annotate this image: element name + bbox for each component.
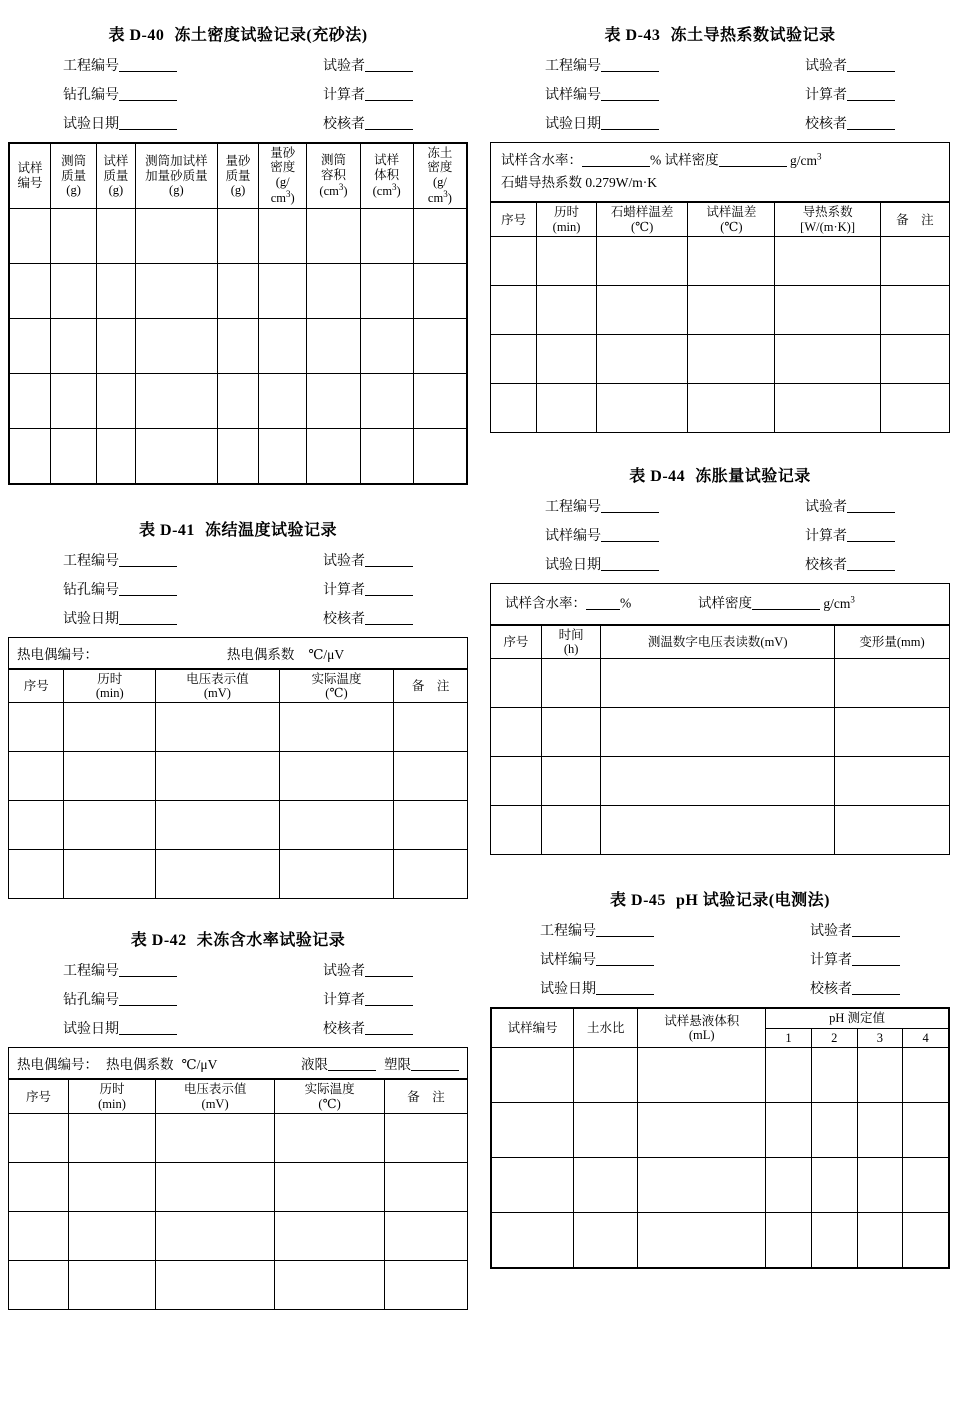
blank-line[interactable] (847, 86, 895, 101)
meta-field-calculator: 计算者 (805, 84, 895, 104)
meta-field-calculator: 计算者 (810, 949, 900, 969)
table-row[interactable] (492, 1158, 949, 1213)
col-suspension-volume: 试样悬液体积 (mL) (638, 1009, 766, 1048)
table-title-d43 (490, 22, 950, 45)
note-paraffin-conductivity: 石蜡导热系数 0.279W/m·K (501, 175, 657, 191)
thermocouple-coef-label: 热电偶系数 (106, 1057, 174, 1073)
table-row[interactable] (9, 801, 467, 850)
thermocouple-no-label: 热电偶编号： (17, 1057, 98, 1073)
meta-field-checker: 校核者 (805, 554, 895, 574)
table-row[interactable] (491, 335, 949, 384)
col-sample-volume: 试样 体积 $(cm^3)$ (360, 144, 413, 209)
col-cyl-sample-sand-mass: 测筒加试样 加量砂质量 (g) (135, 144, 217, 209)
table-code-d45: 表 D-45 (610, 892, 666, 910)
note-band-d44: 试样含水率： % 试样密度 $g/cm^3$ (491, 584, 949, 624)
blank-line[interactable] (601, 527, 659, 542)
table-code-d40: 表 D-40 (108, 27, 165, 44)
blank-line[interactable] (365, 57, 413, 72)
table-header-row (9, 669, 467, 703)
thermocouple-coef-unit: ℃/μV (181, 1057, 218, 1073)
table-header-row (491, 625, 949, 659)
meta-field-calculator: 计算者 (323, 84, 413, 104)
meta-row (63, 989, 413, 1009)
blank-line[interactable] (365, 581, 413, 596)
thermocouple-coef-label: 热电偶系数 (226, 646, 295, 662)
col-remark: 备 注 (880, 203, 949, 237)
table-title-d45 (490, 887, 950, 910)
meta-row (63, 550, 413, 570)
col-seq-no: 序号 (491, 625, 541, 659)
meta-field-project-no: 工程编号 (63, 550, 177, 570)
col-seq-no: 序号 (9, 669, 64, 703)
meta-field-tester: 试验者 (323, 55, 413, 75)
table-code-d41: 表 D-41 (139, 521, 195, 539)
blank-line[interactable] (847, 498, 895, 513)
liquid-limit-label: 液限 (301, 1053, 376, 1073)
col-cylinder-mass: 测筒 质量 (g) (51, 144, 97, 209)
table-code-d43: 表 D-43 (604, 27, 661, 44)
table-name-d42: 未冻含水率试验记录 (196, 932, 346, 950)
meta-field-checker: 校核者 (323, 113, 413, 133)
right-column (490, 0, 950, 1269)
table-header-row (9, 1080, 467, 1114)
col-thermal-conductivity: 导热系数 [W/(m·K)] (775, 203, 880, 237)
table-row[interactable] (492, 1048, 949, 1103)
spacer (8, 899, 468, 925)
table-row[interactable] (9, 703, 467, 752)
plastic-limit-label: 塑限 (384, 1053, 459, 1073)
blank-line[interactable] (582, 153, 650, 167)
meta-field-project-no: 工程编号 (540, 920, 654, 940)
meta-field-test-date: 试验日期 (63, 608, 177, 628)
meta-field-tester: 试验者 (323, 960, 413, 980)
table-name-d44: 冻胀量试验记录 (695, 468, 811, 486)
col-deformation: 变形量(mm) (834, 625, 949, 659)
blank-line[interactable] (119, 552, 177, 567)
thermocouple-band-d41 (9, 638, 467, 669)
meta-field-borehole-no: 钻孔编号 (63, 989, 177, 1009)
blank-line[interactable] (596, 951, 654, 966)
col-sample-no: 试样 编号 (10, 144, 51, 209)
blank-line[interactable] (601, 556, 659, 571)
col-remark: 备 注 (385, 1080, 467, 1114)
meta-row (540, 978, 900, 998)
meta-field-project-no: 工程编号 (545, 496, 659, 516)
table-row[interactable] (10, 208, 467, 263)
meta-field-test-date: 试验日期 (540, 978, 654, 998)
blank-line[interactable] (596, 922, 654, 937)
table-row[interactable] (10, 428, 467, 483)
table-name-d43: 冻土导热系数试验记录 (670, 27, 836, 44)
table-code-d44: 表 D-44 (629, 468, 686, 486)
blank-line[interactable] (365, 552, 413, 567)
blank-line[interactable] (365, 610, 413, 625)
col-actual-temp: 实际温度 (℃) (279, 669, 394, 703)
col-sand-mass: 量砂 质量 (g) (217, 144, 258, 209)
blank-line[interactable] (852, 980, 900, 995)
blank-line[interactable] (119, 57, 177, 72)
col-sample-temp-diff: 试样温差 (℃) (688, 203, 775, 237)
table-row[interactable] (491, 384, 949, 433)
col-duration: 历时 (min) (537, 203, 597, 237)
meta-row (545, 84, 895, 104)
table-title-d44 (490, 463, 950, 486)
table-name-d40: 冻土密度试验记录(充砂法) (174, 27, 368, 44)
table-row[interactable] (9, 1163, 467, 1212)
table-row[interactable] (492, 1213, 949, 1268)
meta-field-borehole-no: 钻孔编号 (63, 579, 177, 599)
blank-line[interactable] (847, 527, 895, 542)
blank-line[interactable] (119, 962, 177, 977)
meta-block-d40 (63, 55, 413, 133)
table-row[interactable] (10, 263, 467, 318)
col-time: 时间 (h) (541, 625, 601, 659)
meta-field-calculator: 计算者 (805, 525, 895, 545)
spacer (490, 855, 950, 881)
blank-line[interactable] (847, 556, 895, 571)
table-block-d42 (8, 927, 468, 1310)
table-block-d41 (8, 517, 468, 900)
col-cylinder-volume: 测筒 容积 $(cm^3)$ (307, 144, 360, 209)
col-sample-mass: 试样 质量 (g) (97, 144, 136, 209)
blank-line[interactable] (365, 991, 413, 1006)
table-name-d45: pH 试验记录(电测法) (675, 892, 830, 910)
col-ph-2: 2 (811, 1028, 857, 1047)
col-actual-temp: 实际温度 (℃) (275, 1080, 385, 1114)
table-row[interactable] (9, 752, 467, 801)
table-block-d45 (490, 887, 950, 1269)
blank-line[interactable] (847, 115, 895, 130)
blank-line[interactable] (719, 153, 787, 167)
blank-line[interactable] (852, 951, 900, 966)
meta-field-calculator: 计算者 (323, 989, 413, 1009)
table-name-d41: 冻结温度试验记录 (204, 521, 337, 539)
table-d45 (490, 1007, 950, 1269)
meta-field-borehole-no: 钻孔编号 (63, 84, 177, 104)
blank-line[interactable] (119, 115, 177, 130)
meta-row (545, 113, 895, 133)
blank-line[interactable] (752, 596, 820, 610)
blank-line[interactable] (586, 596, 620, 610)
thermocouple-no-label: 热电偶编号： (17, 646, 98, 662)
meta-field-tester: 试验者 (805, 55, 895, 75)
meta-block-d43 (545, 55, 895, 133)
table-title-d40 (8, 22, 468, 45)
table-block-d43 (490, 0, 950, 433)
table-header-row (10, 144, 467, 209)
col-duration: 历时 (min) (69, 1080, 156, 1114)
table-d42 (8, 1047, 468, 1310)
thermocouple-coef-unit: ℃/μV (308, 646, 345, 662)
col-ph-3: 3 (857, 1028, 903, 1047)
col-sand-density: 量砂 密度 (g/ $cm^3$) (259, 144, 307, 209)
table-d41 (8, 637, 468, 900)
meta-field-tester: 试验者 (805, 496, 895, 516)
note-density-unit: $g/cm^3$ (823, 594, 855, 611)
blank-line[interactable] (328, 1057, 376, 1071)
spacer (8, 485, 468, 511)
meta-row (63, 608, 413, 628)
meta-row (545, 554, 895, 574)
table-row[interactable] (491, 659, 949, 708)
table-row[interactable] (9, 1114, 467, 1163)
col-frozen-density: 冻土 密度 (g/ $cm^3$) (413, 144, 466, 209)
blank-line[interactable] (411, 1057, 459, 1071)
table-row[interactable] (9, 1261, 467, 1310)
meta-field-project-no: 工程编号 (63, 55, 177, 75)
note-band-d43 (491, 143, 949, 202)
meta-row (63, 579, 413, 599)
blank-line[interactable] (365, 1020, 413, 1035)
blank-line[interactable] (601, 86, 659, 101)
table-row[interactable] (9, 850, 467, 899)
meta-field-test-date: 试验日期 (63, 113, 177, 133)
col-ph-1: 1 (766, 1028, 812, 1047)
table-row[interactable] (10, 318, 467, 373)
meta-block-d45 (540, 920, 900, 998)
meta-row (63, 960, 413, 980)
blank-line[interactable] (852, 922, 900, 937)
col-seq-no: 序号 (9, 1080, 69, 1114)
meta-block-d44 (545, 496, 895, 574)
blank-line[interactable] (119, 610, 177, 625)
blank-line[interactable] (119, 1020, 177, 1035)
blank-line[interactable] (365, 115, 413, 130)
col-ph-4: 4 (903, 1028, 949, 1047)
meta-row (545, 525, 895, 545)
table-title-d42 (8, 927, 468, 950)
meta-field-sample-no: 试样编号 (545, 525, 659, 545)
col-digital-voltmeter-reading: 测温数字电压表读数(mV) (601, 625, 835, 659)
col-seq-no: 序号 (491, 203, 537, 237)
meta-field-tester: 试验者 (810, 920, 900, 940)
table-row[interactable] (491, 708, 949, 757)
meta-row (545, 55, 895, 75)
meta-field-checker: 校核者 (323, 608, 413, 628)
table-header-row (492, 1009, 949, 1028)
col-paraffin-temp-diff: 石蜡样温差 (℃) (596, 203, 688, 237)
table-row[interactable] (492, 1103, 949, 1158)
blank-line[interactable] (601, 498, 659, 513)
meta-field-sample-no: 试样编号 (540, 949, 654, 969)
meta-row (540, 920, 900, 940)
col-duration: 历时 (min) (64, 669, 156, 703)
meta-block-d41 (63, 550, 413, 628)
meta-field-test-date: 试验日期 (545, 554, 659, 574)
meta-field-tester: 试验者 (323, 550, 413, 570)
table-row[interactable] (9, 1212, 467, 1261)
table-row[interactable] (491, 806, 949, 855)
blank-line[interactable] (601, 57, 659, 72)
meta-row (63, 84, 413, 104)
blank-line[interactable] (596, 980, 654, 995)
meta-field-test-date: 试验日期 (545, 113, 659, 133)
table-d43 (490, 142, 950, 433)
table-row[interactable] (10, 373, 467, 428)
thermocouple-band-d42 (9, 1048, 467, 1079)
table-row[interactable] (491, 757, 949, 806)
blank-line[interactable] (119, 581, 177, 596)
col-soil-water-ratio: 土水比 (574, 1009, 638, 1048)
meta-row (63, 1018, 413, 1038)
blank-line[interactable] (119, 86, 177, 101)
table-row[interactable] (491, 237, 949, 286)
left-column (8, 0, 468, 1310)
meta-row (545, 496, 895, 516)
table-d40 (8, 142, 468, 485)
table-row[interactable] (491, 286, 949, 335)
table-code-d42: 表 D-42 (130, 932, 187, 950)
meta-field-sample-no: 试样编号 (545, 84, 659, 104)
table-block-d40 (8, 0, 468, 485)
meta-field-checker: 校核者 (810, 978, 900, 998)
meta-field-checker: 校核者 (323, 1018, 413, 1038)
table-d44 (490, 583, 950, 855)
meta-field-checker: 校核者 (805, 113, 895, 133)
note-density-unit: $g/cm^3$ (790, 151, 822, 168)
meta-field-project-no: 工程编号 (63, 960, 177, 980)
blank-line[interactable] (365, 962, 413, 977)
meta-row (63, 113, 413, 133)
meta-block-d42 (63, 960, 413, 1038)
meta-row (540, 949, 900, 969)
table-block-d44 (490, 463, 950, 855)
col-remark: 备 注 (394, 669, 467, 703)
blank-line[interactable] (601, 115, 659, 130)
meta-row (63, 55, 413, 75)
col-voltage-reading: 电压表示值 (mV) (156, 1080, 275, 1114)
meta-field-calculator: 计算者 (323, 579, 413, 599)
col-voltage-reading: 电压表示值 (mV) (156, 669, 280, 703)
meta-field-test-date: 试验日期 (63, 1018, 177, 1038)
table-header-row (491, 203, 949, 237)
spacer (490, 433, 950, 459)
table-title-d41 (8, 517, 468, 540)
blank-line[interactable] (119, 991, 177, 1006)
col-ph-values: pH 测定值 (766, 1009, 949, 1028)
blank-line[interactable] (365, 86, 413, 101)
col-sample-no: 试样编号 (492, 1009, 574, 1048)
meta-field-project-no: 工程编号 (545, 55, 659, 75)
blank-line[interactable] (847, 57, 895, 72)
note-water-content-density: 试样含水率： % 试样密度 $g/cm^3$ (501, 151, 822, 168)
